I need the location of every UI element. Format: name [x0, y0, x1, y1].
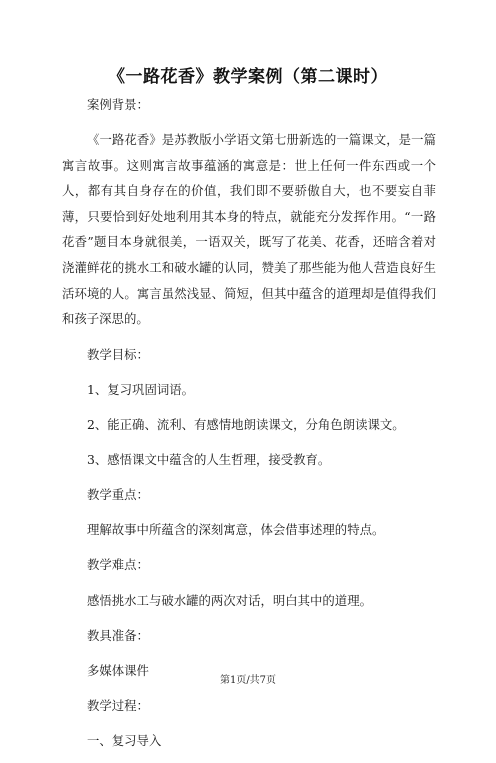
process-label: 教学过程： [87, 697, 149, 713]
difficulty-text: 感悟挑水工与破水罐的两次对话，明白其中的道理。 [87, 592, 372, 608]
key-point-text: 理解故事中所蕴含的深刻寓意，体会借事述理的特点。 [87, 522, 385, 538]
difficulty-label: 教学难点： [87, 557, 149, 573]
page-indicator: 第1页/共7页 [219, 675, 277, 686]
goal-item-2: 2、能正确、流利、有感情地朗读课文，分角色朗读课文。 [87, 417, 405, 433]
goal-item-1: 1、复习巩固词语。 [87, 381, 195, 397]
tools-text: 多媒体课件 [87, 662, 149, 678]
goals-label: 教学目标： [87, 346, 149, 362]
goal-item-3: 3、感悟课文中蕴含的人生哲理，接受教育。 [87, 452, 331, 468]
tools-label: 教具准备： [87, 627, 149, 643]
document-title: 《一路花香》教学案例（第二课时） [108, 67, 388, 87]
document-body [62, 92, 436, 763]
background-label: 案例背景： [87, 97, 149, 112]
background-paragraph: 《一路花香》是苏教版小学语文第七册新选的一篇课文，是一篇寓言故事。这则寓言故事蕴涵的寓意是：世上任何一件东西或一个人，都有其自身存在的价值，我们即不要骄傲自大，也不要妄自菲薄，只要恰到好处地利用其本身的特点，就能充分发挥作用。“一路花香”题目本身就很美，一语双关，既写了花美、花香，还暗含着对浇灌鲜花的挑水工和破水罐的认同，赞美了那些能为他人营造良好生活环境的人。寓言虽然浅显、简短，但其中蕴含的道理却是值得我们和孩子深思的。 [62, 132, 436, 327]
key-point-label: 教学重点： [87, 487, 149, 503]
process-step-1: 一、复习导入 [87, 732, 162, 748]
